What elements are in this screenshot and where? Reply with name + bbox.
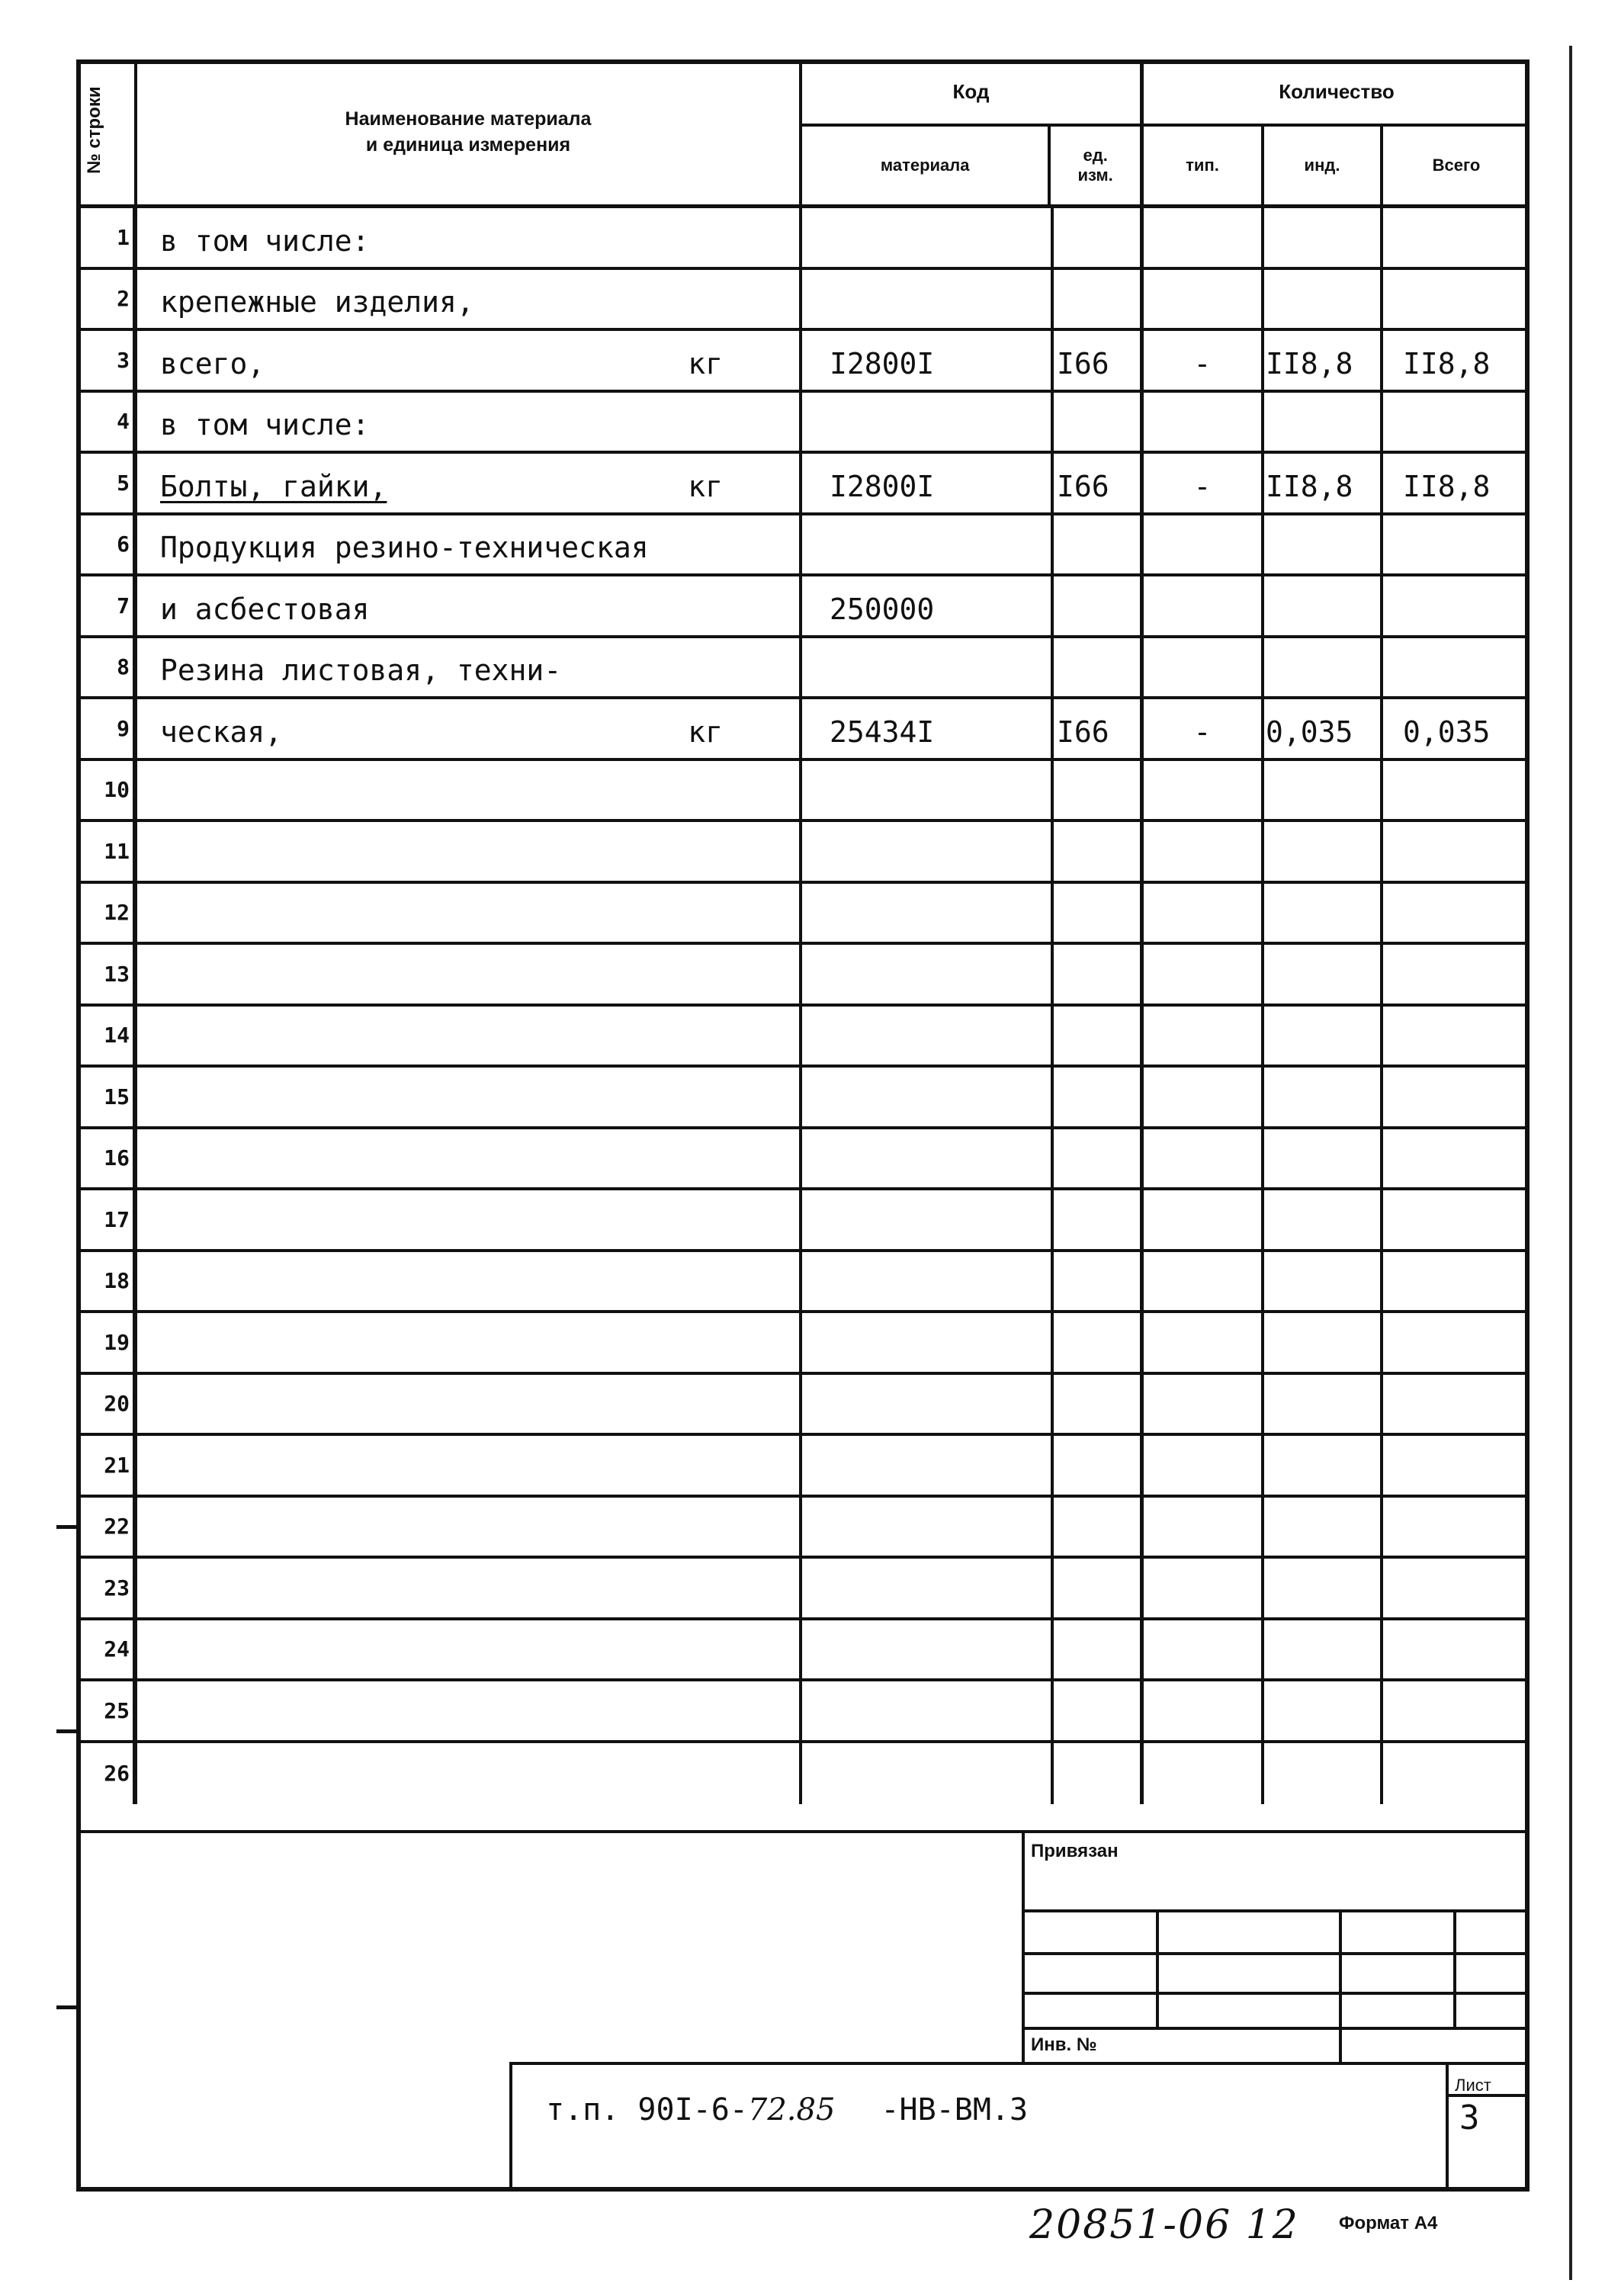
archive-number: 20851-06 12 xyxy=(1029,2202,1299,2248)
inventory-number-label: Инв. № xyxy=(1031,2034,1097,2055)
material-name-cell-text: Болты, гайки, xyxy=(160,469,387,503)
material-name-cell-text: Продукция резино-техническая xyxy=(160,531,649,564)
row-number-cell-text: 7 xyxy=(117,592,130,618)
row-number-cell-text: 6 xyxy=(117,531,130,557)
row-number-cell-text: 17 xyxy=(104,1206,130,1232)
doc-code-prefix: т.п. 90I-6- xyxy=(546,2092,748,2127)
row-number-cell-text: 19 xyxy=(104,1329,130,1355)
header-code-unit-line1: ед. xyxy=(1083,146,1108,165)
row-number-cell-text: 20 xyxy=(104,1391,130,1417)
header-name-line2: и единица измерения xyxy=(365,134,571,156)
qty-total-cell-text: 0,035 xyxy=(1403,714,1491,749)
margin-tick xyxy=(56,1525,78,1529)
row-number-cell-text: 24 xyxy=(104,1636,130,1662)
header-name-line1: Наименование материала xyxy=(345,108,592,130)
material-name-cell-text: в том числе: xyxy=(160,408,370,442)
header-row-number-label: № строки xyxy=(84,86,104,174)
row-number-cell-text: 23 xyxy=(104,1575,130,1601)
unit-code-cell-text: I66 xyxy=(1057,469,1109,503)
sheet-frame-bottom xyxy=(76,2187,1530,2192)
header-quantity-title: Количество xyxy=(1144,59,1530,127)
material-name-cell-text: и асбестовая xyxy=(160,592,370,626)
binding-label: Привязан xyxy=(1031,1841,1119,1861)
material-name-cell-text: ческая, xyxy=(160,714,283,749)
qty-ind-cell-text: 0,035 xyxy=(1266,714,1353,749)
sheet-frame-right xyxy=(1525,59,1530,2190)
row-number-cell-text: 3 xyxy=(117,347,130,373)
qty-total-cell-text: II8,8 xyxy=(1403,469,1491,503)
sheet-frame xyxy=(76,59,1530,2191)
stamp-rule xyxy=(1156,1909,1159,2027)
unit-label: кг xyxy=(688,346,723,381)
header-qty-typ: тип. xyxy=(1144,127,1264,204)
row-number-cell-text: 12 xyxy=(104,900,130,926)
material-code-cell-text: 250000 xyxy=(830,592,935,626)
doc-code-suffix: -НВ-ВМ.3 xyxy=(881,2092,1029,2127)
material-name-cell-text: Резина листовая, техни- xyxy=(160,653,562,687)
row-number-cell-text: 11 xyxy=(104,838,130,864)
qty-total-cell-text: II8,8 xyxy=(1403,346,1491,381)
row-number-cell-text: 8 xyxy=(117,654,130,680)
header-code-title: Код xyxy=(802,59,1140,127)
paper-format: Формат А4 xyxy=(1339,2213,1438,2233)
header-qty-total: Всего xyxy=(1432,156,1481,175)
unit-label: кг xyxy=(688,714,723,749)
row-number-cell-text: 2 xyxy=(117,286,130,312)
outer-trim-line xyxy=(1569,46,1572,2280)
header-code-material: материала xyxy=(802,127,1051,204)
qty-ind-cell-text: II8,8 xyxy=(1266,469,1353,503)
header-qty-ind: инд. xyxy=(1264,127,1383,204)
qty-typ-cell-text: - xyxy=(1193,469,1212,503)
row-number-cell-text: 13 xyxy=(104,961,130,987)
unit-code-cell-text: I66 xyxy=(1057,714,1109,749)
document-code xyxy=(546,2092,1028,2127)
row-number-cell-text: 22 xyxy=(104,1514,130,1540)
material-name-cell-text: в том числе: xyxy=(160,223,370,258)
sheet-label: Лист xyxy=(1455,2076,1491,2095)
stamp-rule xyxy=(1446,2062,1449,2190)
material-name-cell-text: крепежные изделия, xyxy=(160,285,474,319)
row-number-cell-text: 25 xyxy=(104,1697,130,1723)
material-code-cell-text: I2800I xyxy=(830,346,935,381)
row-number-cell-text: 14 xyxy=(104,1023,130,1048)
row-number-cell-text: 26 xyxy=(104,1761,130,1787)
row-number-cell-text: 10 xyxy=(104,777,130,803)
qty-typ-cell-text: - xyxy=(1193,714,1212,749)
margin-tick xyxy=(56,2005,78,2009)
row-number-cell-text: 4 xyxy=(117,409,130,435)
row-number-cell-text: 16 xyxy=(104,1145,130,1171)
row-number-cell-text: 21 xyxy=(104,1452,130,1478)
unit-label: кг xyxy=(688,469,723,503)
header-code-unit-line2: изм. xyxy=(1077,165,1113,185)
stamp-rule xyxy=(509,2062,1530,2065)
stamp-rule xyxy=(1022,2027,1530,2030)
row-number-cell-text: 15 xyxy=(104,1084,130,1109)
material-code-cell-text: I2800I xyxy=(830,469,935,503)
stamp-rule xyxy=(76,1830,1530,1833)
row-number-cell-text: 18 xyxy=(104,1268,130,1294)
row-number-cell-text: 5 xyxy=(117,470,130,496)
stamp-rule xyxy=(1453,1909,1456,2027)
doc-code-handwritten: 72.85 xyxy=(747,2092,836,2127)
stamp-rule xyxy=(509,2062,512,2190)
material-name-cell-text: всего, xyxy=(160,346,265,381)
material-code-cell-text: 25434I xyxy=(830,714,935,749)
row-number-cell-text: 1 xyxy=(117,224,130,250)
qty-typ-cell-text: - xyxy=(1193,346,1212,381)
unit-code-cell-text: I66 xyxy=(1057,346,1109,381)
sheet-number: 3 xyxy=(1459,2099,1480,2137)
margin-tick xyxy=(56,1729,78,1733)
row-number-cell-text: 9 xyxy=(117,715,130,741)
stamp-rule xyxy=(1339,1909,1342,2065)
qty-ind-cell-text: II8,8 xyxy=(1266,346,1353,381)
